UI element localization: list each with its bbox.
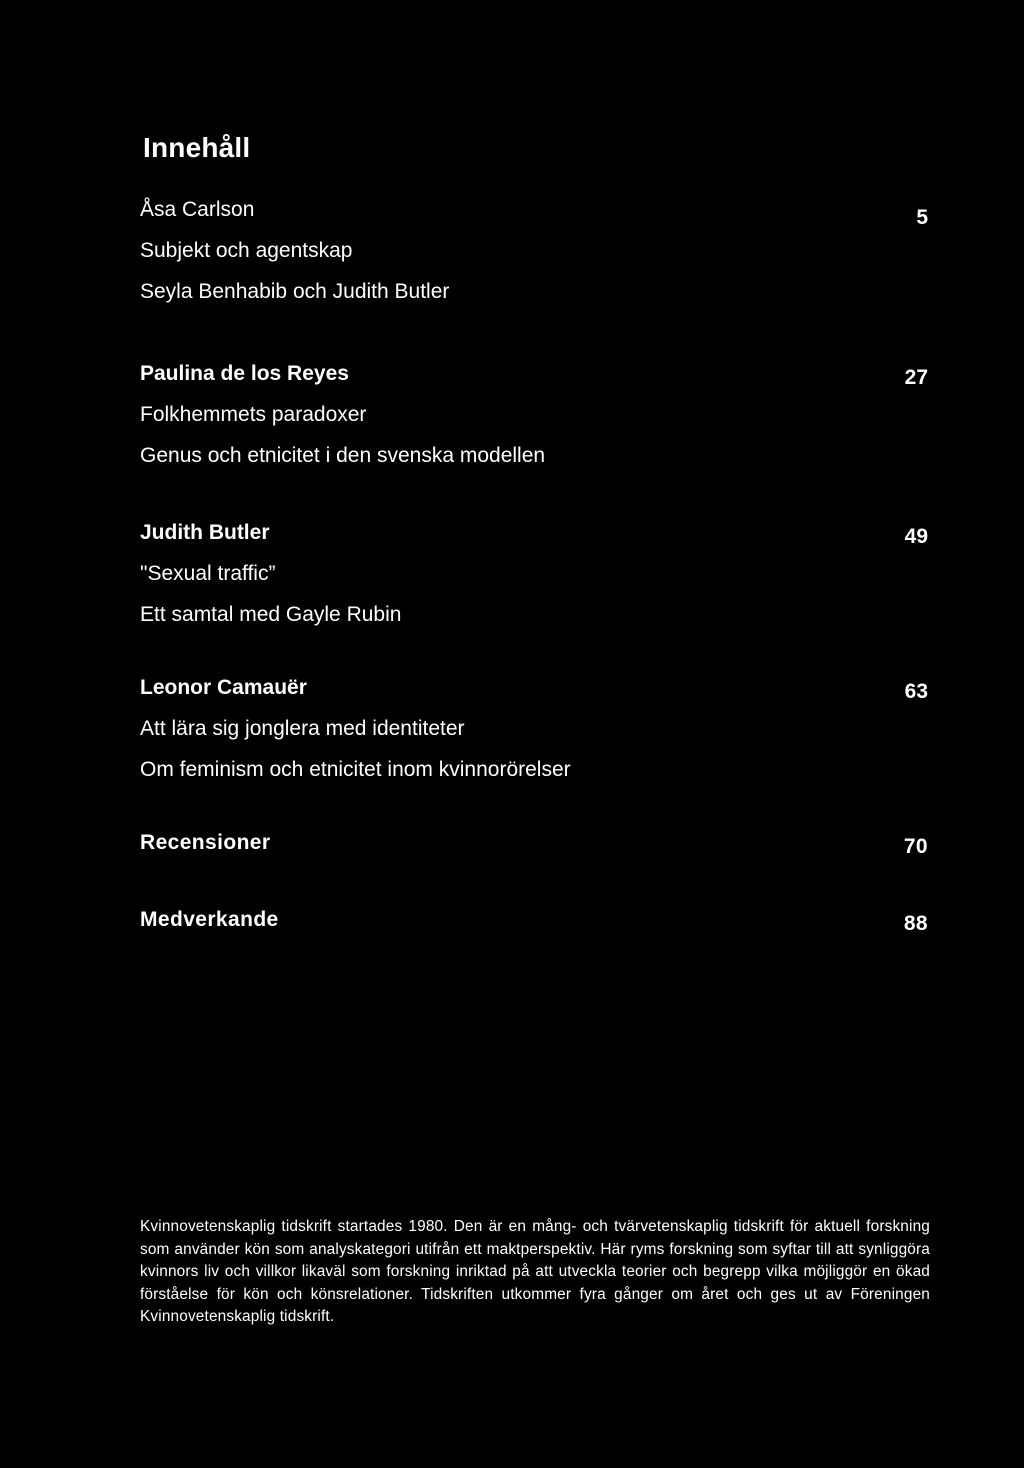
toc-section <box>140 899 930 940</box>
toc-page-number: 49 <box>904 525 928 548</box>
toc-entry <box>140 189 930 312</box>
toc-page-number: 88 <box>903 912 928 935</box>
toc-page-number: 70 <box>903 835 928 858</box>
toc-title: "Sexual traffic” <box>140 562 276 585</box>
toc-entry <box>140 353 930 476</box>
toc-author: Leonor Camauër <box>140 676 307 699</box>
toc-page-number: 63 <box>904 680 928 703</box>
toc-title: Subjekt och agentskap <box>140 239 353 262</box>
toc-subtitle: Ett samtal med Gayle Rubin <box>140 603 402 626</box>
toc-subtitle: Genus och etnicitet i den svenska modellen <box>140 444 546 467</box>
journal-description: Kvinnovetenskaplig tidskrift startades 1980. Den är en mång- och tvärvetenskaplig tidskrift för aktuell forskning som använder kön som analyskategori utifrån ett maktperspektiv. Här ryms forskning som syftar till att synliggöra kvinnors liv och villkor likaväl som forskning inriktad på att utveckla teorier och begrepp vilka möjliggör en ökad förståelse för kön och könsrelationer. Tidskriften utkommer fyra gånger om året och ges ut av Föreningen Kvinnovetenskaplig tidskrift. <box>140 1218 930 1325</box>
toc-author: Judith Butler <box>140 521 270 544</box>
toc-section <box>140 822 930 863</box>
toc-section-label: Recensioner <box>140 831 271 854</box>
toc-author: Åsa Carlson <box>140 198 255 221</box>
toc-entry <box>140 667 930 790</box>
toc-section-label: Medverkande <box>140 908 279 931</box>
toc-title: Folkhemmets paradoxer <box>140 403 367 426</box>
toc-entry <box>140 512 930 635</box>
toc-page-number: 27 <box>904 366 928 389</box>
toc-page-number: 5 <box>916 206 928 229</box>
toc-subtitle: Seyla Benhabib och Judith Butler <box>140 280 450 303</box>
toc-subtitle: Om feminism och etnicitet inom kvinnorörelser <box>140 758 571 781</box>
toc-title: Att lära sig jonglera med identiteter <box>140 717 465 740</box>
page-title: Innehåll <box>143 132 251 163</box>
toc-author: Paulina de los Reyes <box>140 362 349 385</box>
